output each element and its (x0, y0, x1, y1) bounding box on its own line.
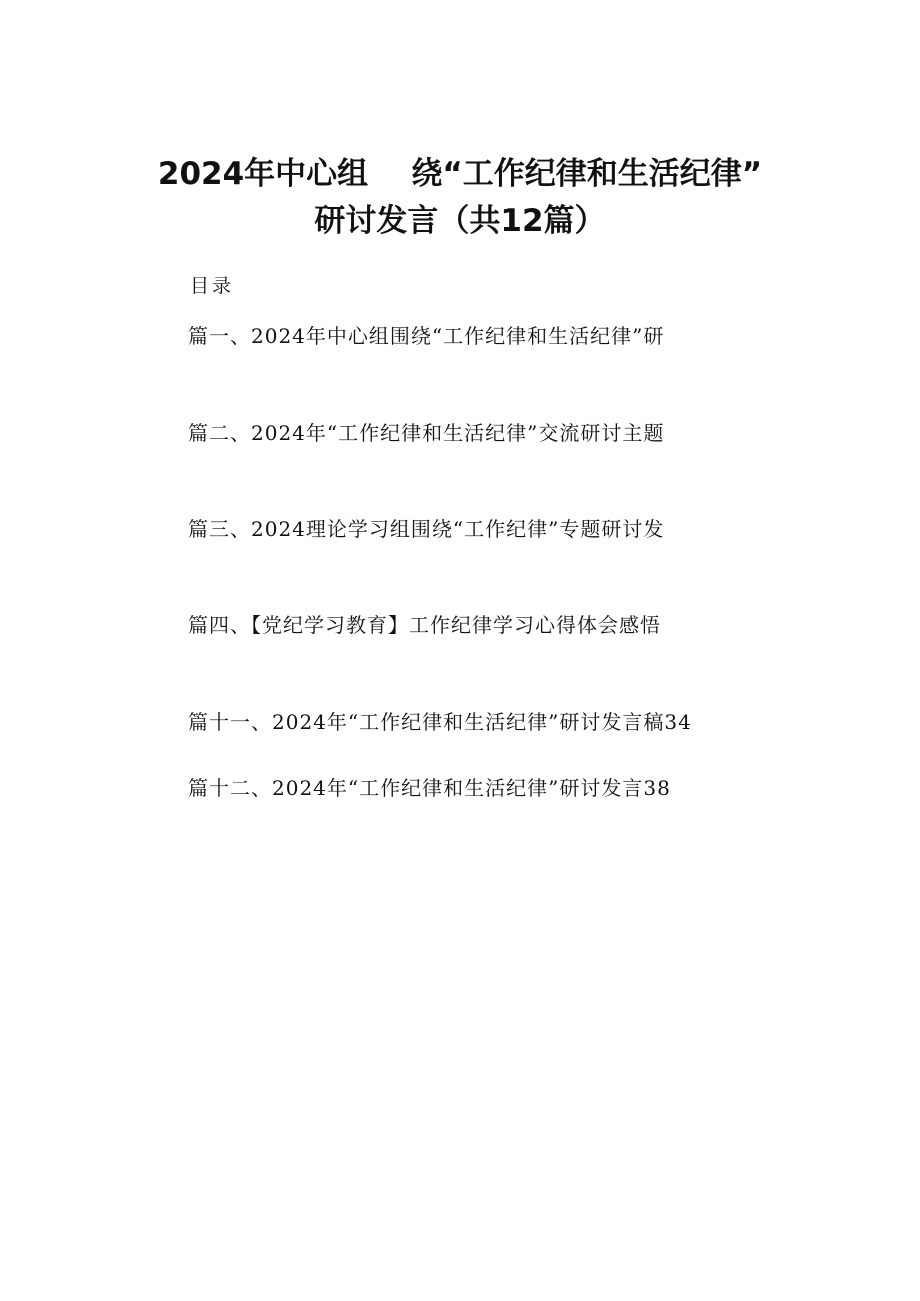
toc-item[interactable]: 篇十一、2024年“工作纪律和生活纪律”研讨发言稿34 (188, 710, 692, 734)
toc-item[interactable]: 篇十二、2024年“工作纪律和生活纪律”研讨发言38 (188, 776, 671, 800)
toc-heading: 目录 (190, 275, 235, 297)
toc-item[interactable]: 篇二、2024年“工作纪律和生活纪律”交流研讨主题 (188, 421, 665, 445)
toc-item[interactable]: 篇一、2024年中心组围绕“工作纪律和生活纪律”研 (188, 324, 665, 348)
document-title-line-2: 研讨发言（共12篇） (314, 203, 606, 239)
toc-item[interactable]: 篇三、2024理论学习组围绕“工作纪律”专题研讨发 (188, 517, 665, 541)
document-title-line-1: 2024年中心组 绕“工作纪律和生活纪律” (157, 156, 763, 192)
toc-item[interactable]: 篇四、【党纪学习教育】工作纪律学习心得体会感悟 (188, 613, 661, 637)
